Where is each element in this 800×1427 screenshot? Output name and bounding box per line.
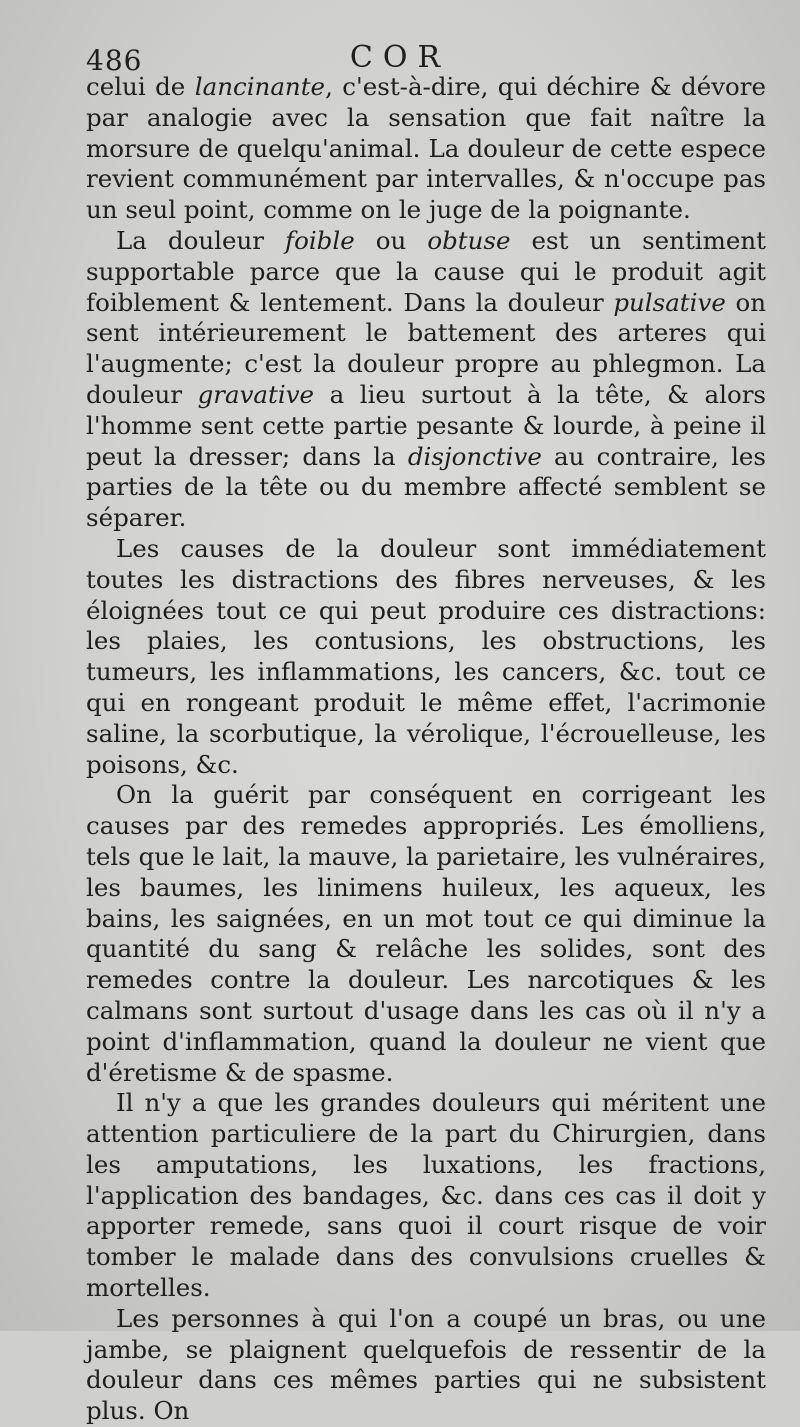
paragraph — [86, 1304, 766, 1427]
text-run: , c'est-à-dire, qui déchire & dévore par analogie avec la sensation que fait naître la morsure de quelqu'animal. La douleur de cette espece revient communément par intervalles, & n'occupe pas un seul point, comme on le juge de la poignante. — [86, 72, 766, 225]
italic-term: foible — [285, 225, 355, 255]
text-run: celui de — [86, 72, 195, 101]
paragraph — [86, 72, 766, 226]
text-run: ou — [354, 225, 428, 255]
italic-term: gravative — [197, 379, 315, 409]
text-run: On la guérit par conséquent en corrigeant les causes par des remedes appropriés. Les émolliens, tels que le lait, la mauve, la parietaire, les vulnéraires, les baumes, les linimens huileux, les aqueux, les bains, les saignées, en un mot tout ce qui diminue la quantité du sang & relâche les solides, sont des remedes contre la douleur. Les narcotiques & les calmans sont surtout d'usage dans les cas où il n'y a point d'inflammation, quand la douleur ne vient que d'éretisme & de spasme. — [86, 780, 766, 1087]
body-text — [86, 72, 766, 1427]
text-run: a lieu surtout à la tête, & alors l'homme sent cette partie pesante & lourde, à peine il peut la dresser; dans la — [86, 379, 766, 471]
text-run: La douleur — [116, 225, 286, 255]
text-run: Les causes de la douleur sont immédiatement toutes les distractions des fibres nerveuses, & les éloignées tout ce qui peut produire ces distractions: les plaies, les contusions, les obstructions, les tumeurs, les inflammations, les cancers, &c. tout ce qui en rongeant produit le même effet, l'acrimonie saline, la scorbutique, la vérolique, l'écrouelleuse, les poisons, &c. — [86, 533, 766, 779]
italic-term: pulsative — [613, 287, 726, 317]
paragraph — [86, 534, 766, 780]
italic-term: obtuse — [427, 225, 511, 255]
page-number: 486 — [86, 44, 143, 77]
text-run: au contraire, les parties de la tête ou du membre affecté semblent se séparer. — [86, 441, 767, 533]
text-run: Il n'y a que les grandes douleurs qui méritent une attention particuliere de la part du Chirurgien, dans les amputations, les luxations, les fractions, l'application des bandages, &c. dans ces cas il doit y apporter remede, sans quoi il court risque de voir tomber le malade dans des convulsions cruelles & mortelles. — [86, 1088, 766, 1303]
paragraph — [86, 1088, 766, 1304]
paragraph — [86, 226, 766, 534]
text-run: est un sentiment supportable parce que la cause qui le produit agit foiblement & lentement. Dans la douleur — [86, 225, 767, 317]
text-run: on sent intérieurement le battement des arteres qui l'augmente; c'est la douleur propre au phlegmon. La douleur — [86, 287, 766, 409]
italic-term: disjonctive — [407, 441, 542, 471]
text-run: Les personnes à qui l'on a coupé un bras, ou une jambe, se plaignent quelquefois de ressentir de la douleur dans ces mêmes parties qui ne subsistent plus. On — [86, 1303, 766, 1426]
running-head: COR — [349, 40, 451, 75]
paragraph — [86, 780, 766, 1088]
italic-term: lancinante — [194, 72, 326, 101]
